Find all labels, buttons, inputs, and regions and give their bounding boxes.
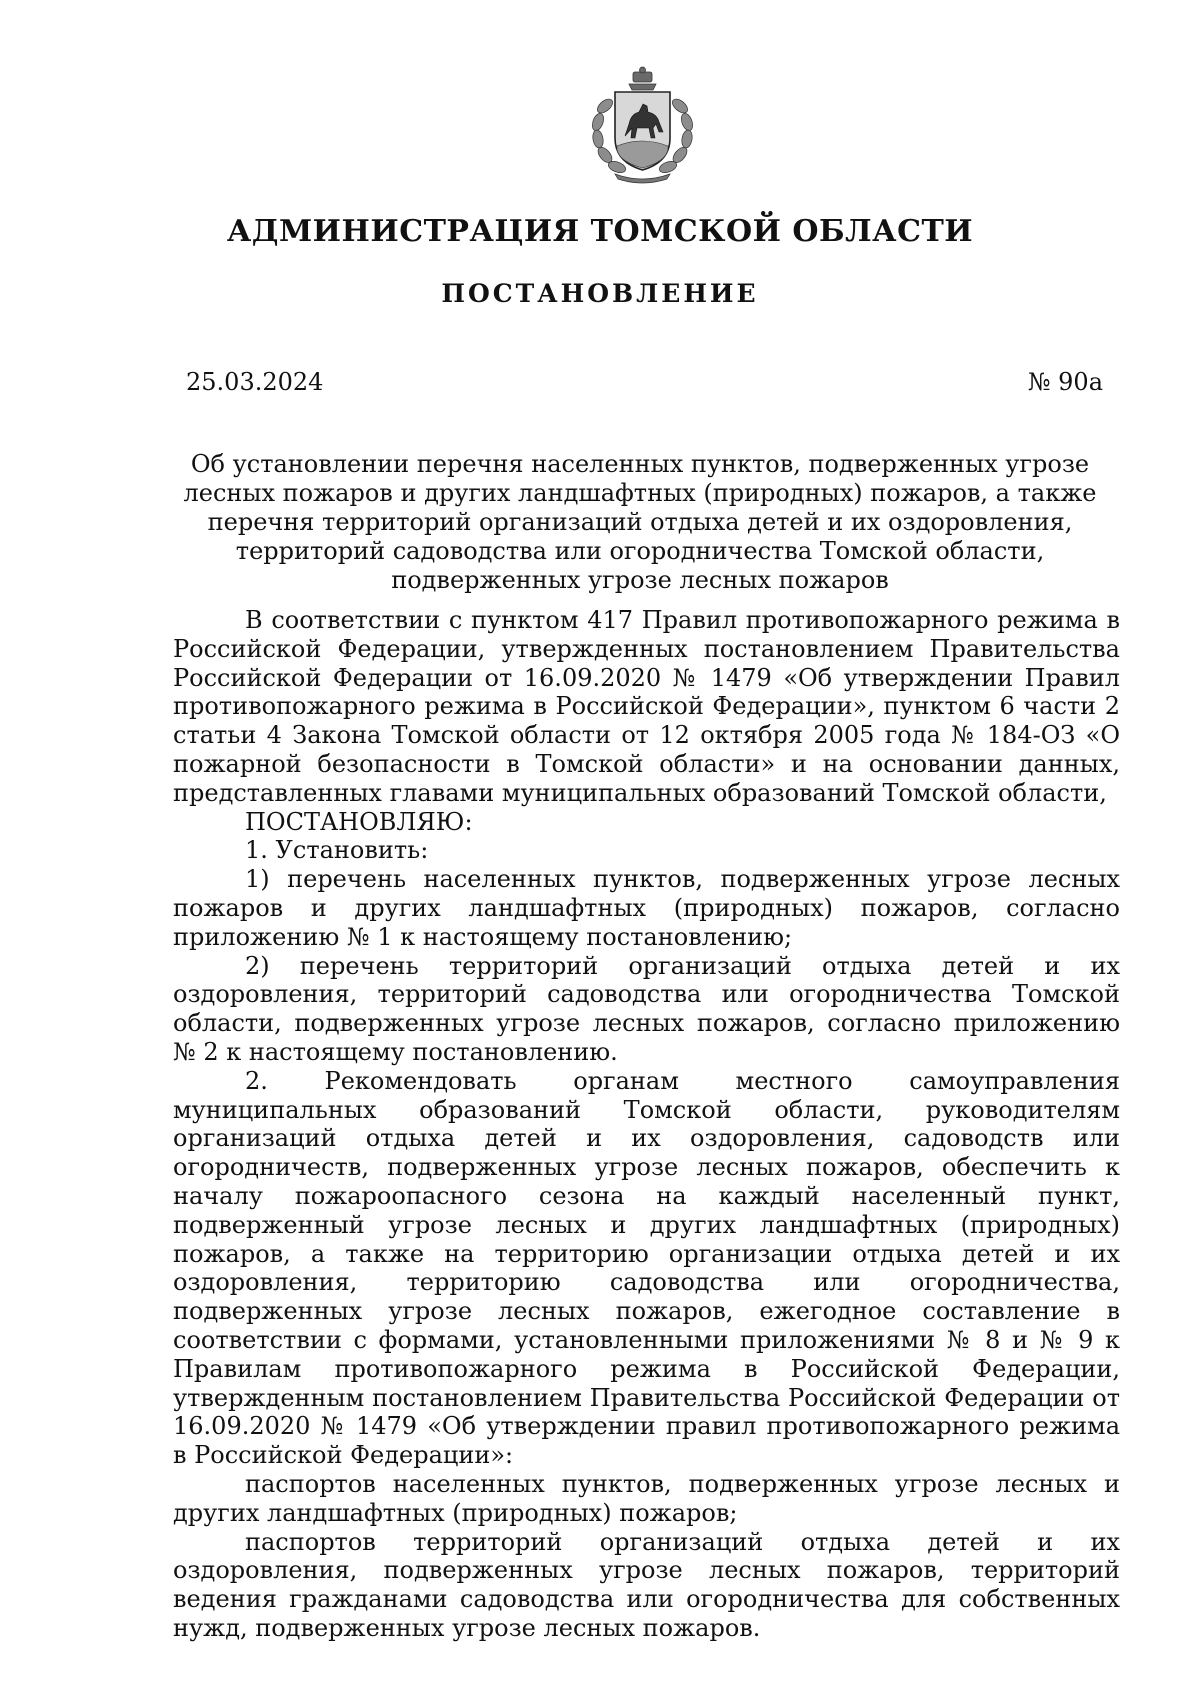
document-number: № 90а: [1027, 368, 1103, 396]
document-subject: Об установлении перечня населенных пунктов, подверженных угрозе лесных пожаров и других ландшафтных (природных) пожаров, а также перечня территорий организаций отдыха детей и их оздоровления, территорий садоводства или огородничества Томской области, подверженных угрозе лесных пожаров: [183, 450, 1097, 594]
item-2-paragraph: 2. Рекомендовать органам местного самоуправления муниципальных образований Томской области, руководителям организаций отдыха детей и их оздоровления, садоводств или огородничеств, подверженных угрозе лесных пожаров, обеспечить к началу пожароопасного сезона на каждый населенный пункт, подверженный угрозе лесных и других ландшафтных (природных) пожаров, а также на территорию организации отдыха детей и их оздоровления, территорию садоводства или огородничества, подверженных угрозе лесных пожаров, ежегодное составление в соответствии с формами, установленными приложениями № 8 и № 9 к Правилам противопожарного режима в Российской Федерации, утвержденным постановлением Правительства Российской Федерации от 16.09.2020 № 1479 «Об утверждении правил противопожарного режима в Российской Федерации»:: [173, 1066, 1120, 1470]
organization-title: АДМИНИСТРАЦИЯ ТОМСКОЙ ОБЛАСТИ: [226, 214, 974, 249]
preamble-paragraph: В соответствии с пунктом 417 Правил противопожарного режима в Российской Федерации, утвержденных постановлением Правительства Российской Федерации от 16.09.2020 № 1479 «Об утверждении Правил противопожарного режима в Российской Федерации», пунктом 6 части 2 статьи 4 Закона Томской области от 12 октября 2005 года № 184-ОЗ «О пожарной безопасности в Томской области» и на основании данных, представленных главами муниципальных образований Томской области,: [173, 606, 1120, 807]
resolve-paragraph: ПОСТАНОВЛЯЮ:: [245, 807, 473, 836]
coat-of-arms-icon: [585, 66, 700, 184]
item-1-1-paragraph: 1) перечень населенных пунктов, подверженных угрозе лесных пожаров и других ландшафтных (природных) пожаров, согласно приложению № 1 к настоящему постановлению;: [173, 865, 1120, 951]
document-type: ПОСТАНОВЛЕНИЕ: [441, 279, 759, 308]
item-1-2-paragraph: 2) перечень территорий организаций отдыха детей и их оздоровления, территорий садоводства или огородничества Томской области, подверженных угрозе лесных пожаров, согласно приложению № 2 к настоящему постановлению.: [173, 951, 1120, 1066]
item-2-b-paragraph: паспортов территорий организаций отдыха детей и их оздоровления, подверженных угрозе лесных пожаров, территорий ведения гражданами садоводства или огородничества для собственных нужд, подверженных угрозе лесных пожаров.: [173, 1527, 1120, 1642]
document-body: [173, 606, 1120, 1643]
document-date: 25.03.2024: [186, 368, 324, 396]
item-2-a-paragraph: паспортов населенных пунктов, подверженных угрозе лесных и других ландшафтных (природных) пожаров;: [173, 1469, 1120, 1527]
item-1-paragraph: 1. Установить:: [245, 836, 429, 865]
